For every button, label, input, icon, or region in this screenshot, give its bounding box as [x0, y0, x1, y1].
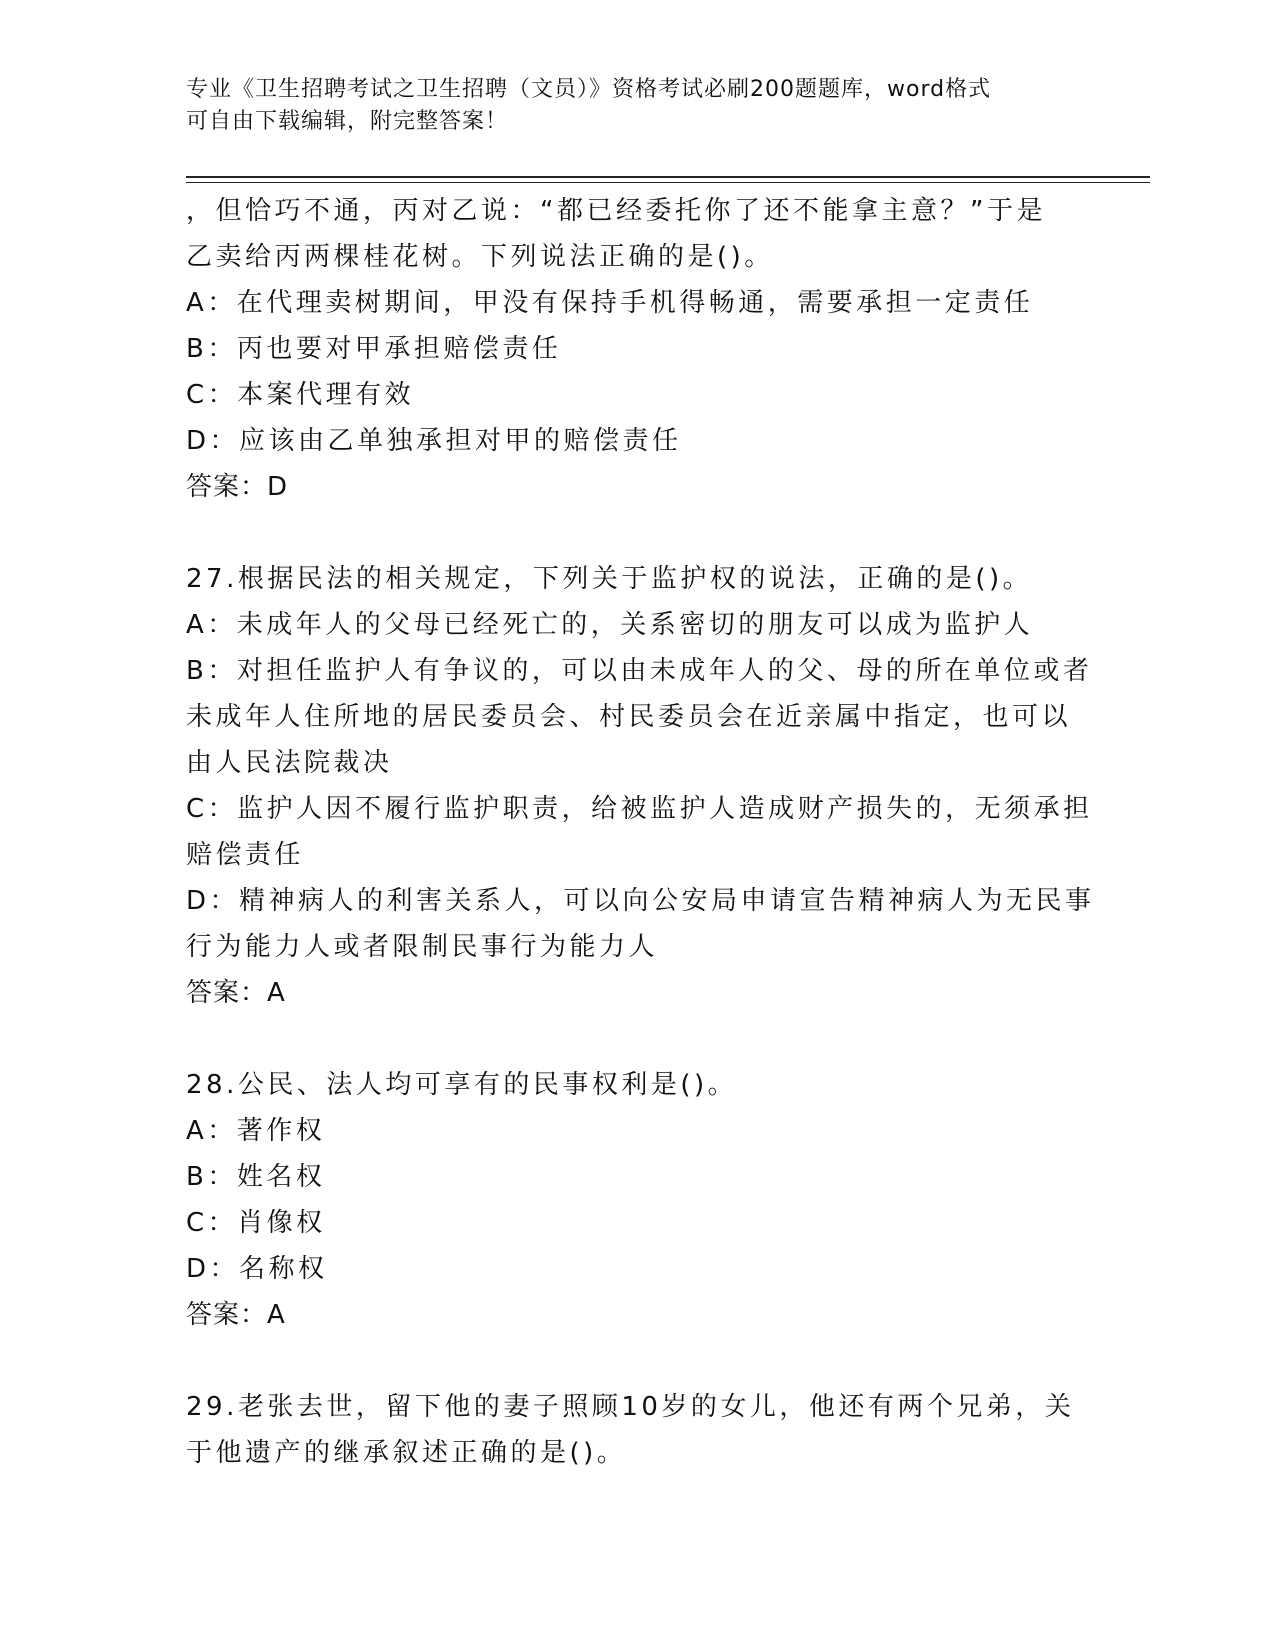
header-title-line-1: 专业《卫生招聘考试之卫生招聘（文员）》资格考试必刷200题题库，word格式 — [186, 77, 992, 102]
option-d: D：精神病人的利害关系人，可以向公安局申请宣告精神病人为无民事 — [186, 886, 1095, 916]
option-a: A：未成年人的父母已经死亡的，关系密切的朋友可以成为监护人 — [186, 610, 1034, 640]
document-body — [186, 188, 1095, 1476]
question-27 — [186, 556, 1095, 1016]
question-text-line: ，但恰巧不通，丙对乙说：“都已经委托你了还不能拿主意？”于是 — [186, 196, 1046, 226]
option-d: D：名称权 — [186, 1254, 328, 1284]
question-spacer — [186, 1016, 1086, 1062]
question-text-line: 27.根据民法的相关规定，下列关于监护权的说法，正确的是()。 — [186, 564, 1033, 594]
header-title-line-2: 可自由下载编辑，附完整答案！ — [186, 109, 509, 134]
question-text-line: 28.公民、法人均可享有的民事权利是()。 — [186, 1070, 738, 1100]
question-continuation — [186, 188, 1086, 510]
question-spacer — [186, 510, 1086, 556]
option-d-continued: 行为能力人或者限制民事行为能力人 — [186, 932, 659, 962]
option-c: C：肖像权 — [186, 1208, 326, 1238]
option-a: A：在代理卖树期间，甲没有保持手机得畅通，需要承担一定责任 — [186, 288, 1034, 318]
option-a: A：著作权 — [186, 1116, 326, 1146]
option-b: B：姓名权 — [186, 1162, 326, 1192]
page-header — [186, 74, 1066, 138]
option-c: C：监护人因不履行监护职责，给被监护人造成财产损失的，无须承担 — [186, 794, 1093, 824]
answer-line: 答案：D — [186, 472, 289, 502]
option-d: D：应该由乙单独承担对甲的赔偿责任 — [186, 426, 682, 456]
header-divider-thick — [186, 176, 1150, 178]
option-b: B：丙也要对甲承担赔偿责任 — [186, 334, 562, 364]
header-divider-thin — [186, 182, 1150, 183]
question-text-line: 29.老张去世，留下他的妻子照顾10岁的女儿，他还有两个兄弟，关 — [186, 1392, 1075, 1422]
answer-line: 答案：A — [186, 978, 286, 1008]
option-b-continued: 未成年人住所地的居民委员会、村民委员会在近亲属中指定，也可以 — [186, 702, 1072, 732]
question-text-line: 乙卖给丙两棵桂花树。下列说法正确的是()。 — [186, 242, 774, 272]
option-b-continued: 由人民法院裁决 — [186, 748, 393, 778]
option-c: C：本案代理有效 — [186, 380, 415, 410]
option-b: B：对担任监护人有争议的，可以由未成年人的父、母的所在单位或者 — [186, 656, 1093, 686]
answer-line: 答案：A — [186, 1300, 286, 1330]
question-28 — [186, 1062, 1086, 1338]
question-text-line: 于他遗产的继承叙述正确的是()。 — [186, 1438, 627, 1468]
option-c-continued: 赔偿责任 — [186, 840, 305, 870]
question-spacer — [186, 1338, 1086, 1384]
question-29 — [186, 1384, 1086, 1476]
